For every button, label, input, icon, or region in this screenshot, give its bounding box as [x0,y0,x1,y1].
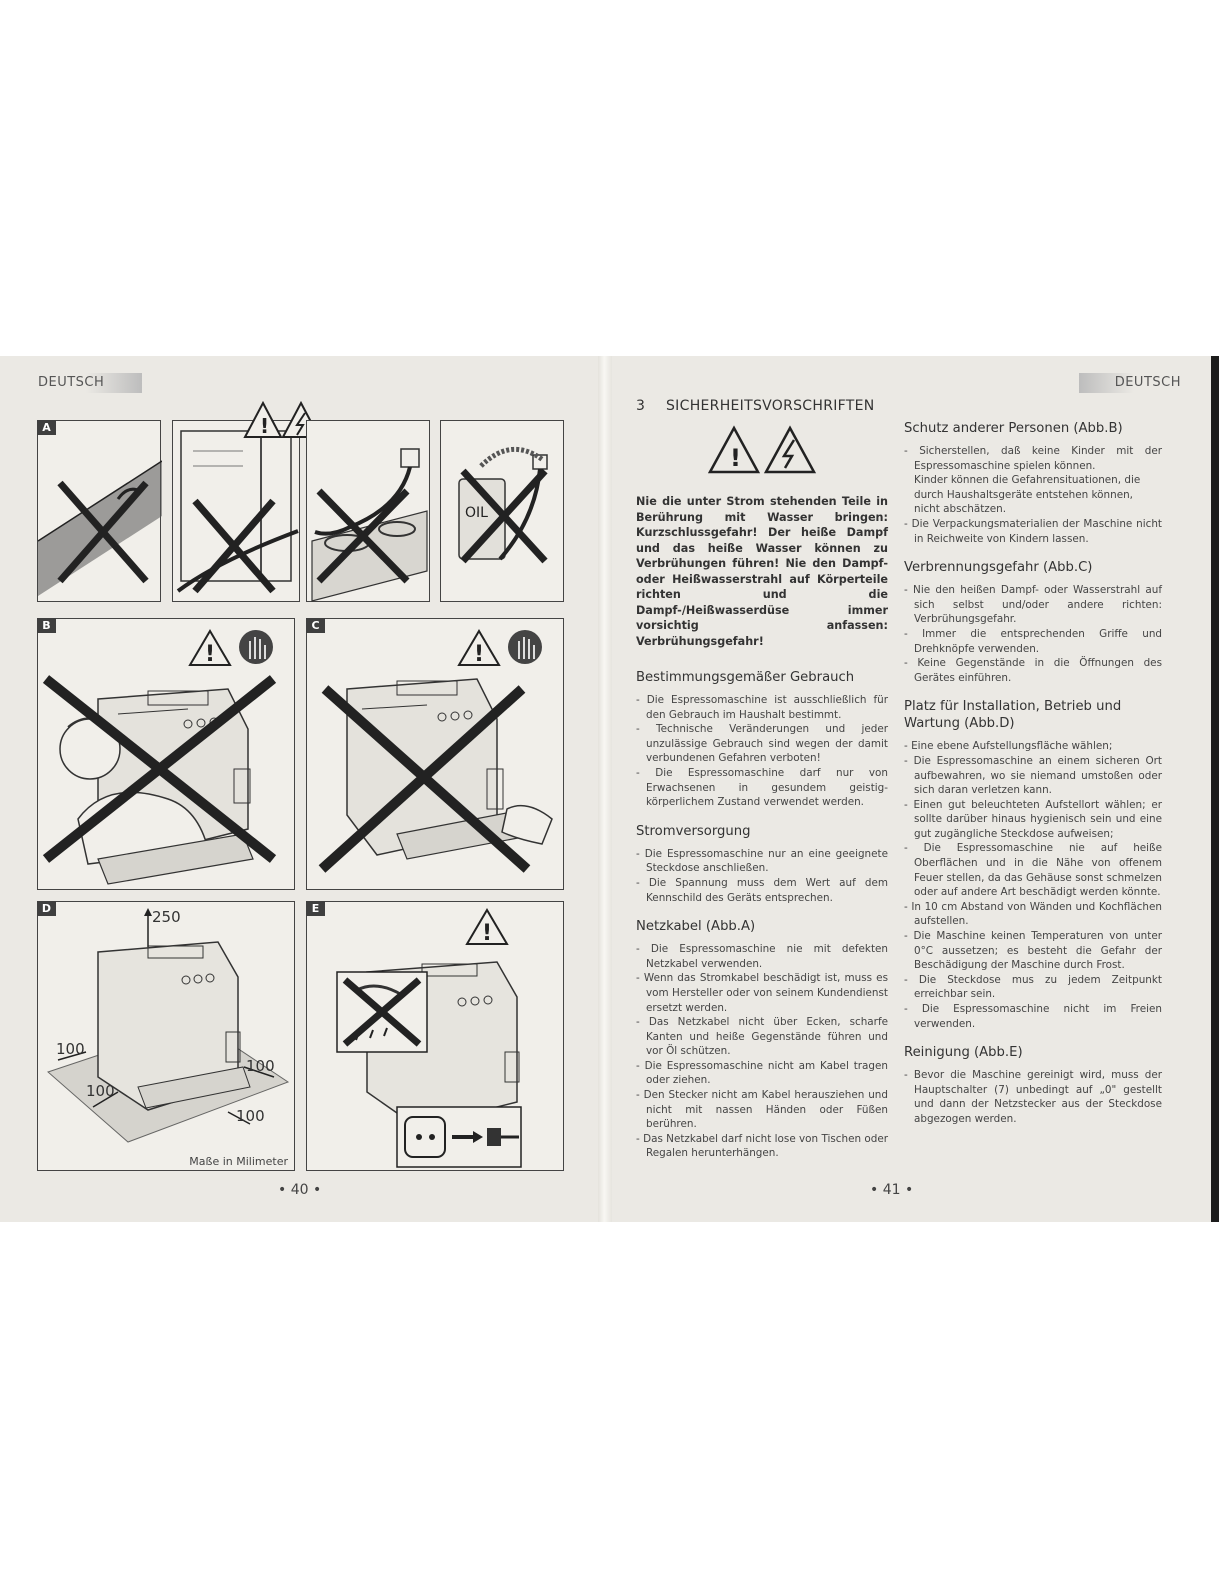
svg-text:!: ! [260,414,270,438]
section-title: SICHERHEITSVORSCHRIFTEN [666,398,875,414]
section-protect-others [904,420,1162,546]
figure-b-label: B [37,618,56,633]
dimension-left: 100 [56,1040,85,1058]
list-item: - Die Espressomaschine ist ausschließlich für den Gebrauch im Haushalt bestimmt. [636,693,888,722]
scan-edge [1211,356,1219,1222]
hand-under-steam-illustration [307,619,565,891]
list-item: - Die Espressomaschine nicht am Kabel tragen oder ziehen. [636,1059,888,1088]
dimension-top: 250 [152,908,181,926]
figure-a-label: A [37,420,56,435]
section-cleaning [904,1044,1162,1126]
oil-can-label: OIL [465,505,488,521]
list-item: - Einen gut beleuchteten Aufstellort wählen; er sollte darüber hinaus hygienisch sein und eine gut zugängliche Steckdose aufweisen; [904,798,1162,842]
svg-text:!: ! [482,921,493,946]
section-burn-hazard [904,559,1162,685]
book-gutter [598,356,612,1222]
svg-text:!: ! [205,642,216,667]
dimension-front-left: 100 [86,1082,115,1100]
section-power-cord [636,918,888,1161]
list-item: - Die Espressomaschine nie auf heiße Oberflächen und in die Nähe von offenem Feuer stellen, da das Gehäuse sonst schmelzen oder auf andere Art beschädigt werden könnte. [904,841,1162,899]
heading-burn-hazard: Verbrennungsgefahr (Abb.C) [904,560,1093,576]
section-number: 3 [636,398,646,414]
figure-b-panel [37,618,295,890]
list-item: - Keine Gegenstände in die Öffnungen des Gerätes einführen. [904,656,1162,685]
figure-d-caption: Maße in Milimeter [189,1155,288,1168]
section-heading [636,398,888,414]
heading-power-supply: Stromversorgung [636,823,751,839]
list-item: - Die Steckdose mus zu jedem Zeitpunkt erreichbar sein. [904,973,1162,1002]
list-item: - Die Verpackungsmaterialien der Maschine nicht in Reichweite von Kindern lassen. [904,517,1162,546]
figure-e-label: E [306,901,325,916]
note-children: Kinder können die Gefahrensituationen, die durch Haushaltsgeräte entstehen können, nicht abschätzen. [914,474,1141,516]
language-tab-right: DEUTSCH [1079,373,1189,393]
warning-icons [708,424,818,476]
figure-a-panel-1 [37,420,161,602]
section-power-supply [636,823,888,905]
list-item: - Immer die entsprechenden Griffe und Drehknöpfe verwenden. [904,627,1162,656]
heading-intended-use: Bestimmungsgemäßer Gebrauch [636,670,855,685]
right-page-right-column [904,420,1162,1140]
cable-over-edge-illustration [38,421,162,603]
list-item: - Die Espressomaschine nur an eine geeignete Steckdose anschließen. [636,847,888,876]
cable-near-oil-illustration [441,421,565,603]
list-item: - Den Stecker nicht am Kabel herausziehen und nicht mit nassen Händen oder Füßen berühren. [636,1088,888,1132]
heading-power-cord: Netzkabel (Abb.A) [636,919,756,935]
section-installation [904,698,1162,1031]
heading-cleaning: Reinigung (Abb.E) [904,1045,1023,1061]
svg-text:!: ! [474,642,485,667]
figure-e-panel [306,901,564,1171]
installation-clearance-illustration [38,902,296,1172]
cable-on-stove-illustration [307,421,431,603]
figure-d-panel [37,901,295,1171]
heading-installation: Platz für Installation, Betrieb und Wartung (Abb.D) [904,699,1122,732]
list-item: - Die Espressomaschine nicht im Freien verwenden. [904,1002,1162,1031]
figure-c-panel [306,618,564,890]
heading-protect-others: Schutz anderer Personen (Abb.B) [904,421,1123,436]
figure-c-label: C [306,618,325,633]
list-item: - Nie den heißen Dampf- oder Wasserstrahl auf sich selbst und/oder andere richten: Verbrühungsgefahr. [904,583,1162,627]
list-item: - Das Netzkabel darf nicht lose von Tischen oder Regalen herunterhängen. [636,1132,888,1161]
figure-a-panel-4 [440,420,564,602]
list-item: - Die Espressomaschine an einem sicheren Ort aufbewahren, wo sie niemand umstoßen oder sich daran verletzen kann. [904,754,1162,798]
child-near-machine-illustration [38,619,296,891]
figure-a-panel-3 [306,420,430,602]
section-intended-use [636,669,888,810]
left-page [0,356,598,1222]
right-page [612,356,1211,1222]
list-item: - Technische Veränderungen und jeder unzulässige Gebrauch sind wegen der damit verbundenen Gefahren verboten! [636,722,888,766]
svg-text:!: ! [730,444,741,472]
cleaning-unplug-illustration [307,902,565,1172]
figure-a-panel-2 [172,414,300,602]
dimension-right: 100 [246,1057,275,1075]
list-item: - Die Spannung muss dem Wert auf dem Kennschild des Geräts entsprechen. [636,876,888,905]
list-item: - Sicherstellen, daß keine Kinder mit der Espressomaschine spielen können. [904,444,1162,473]
page-number-right: • 41 • [870,1182,914,1198]
figure-d-label: D [37,901,56,916]
list-item: - Die Maschine keinen Temperaturen von unter 0°C aussetzen; es besteht die Gefahr der Beschädigung der Maschine durch Frost. [904,929,1162,973]
list-item: - Die Espressomaschine darf nur von Erwachsenen in gesundem geistig-körperlichem Zustand verwendet werden. [636,766,888,810]
list-item: - In 10 cm Abstand von Wänden und Kochflächen aufstellen. [904,900,1162,929]
list-item: - Bevor die Maschine gereinigt wird, muss der Hauptschalter (7) unbedingt auf „0" gestellt und dann der Netzstecker aus der Steckdose abgezogen werden. [904,1068,1162,1126]
main-warning-text: Nie die unter Strom stehenden Teile in Berührung mit Wasser bringen: Kurzschlussgefahr! Der heiße Dampf und das heiße Wasser können zu Verbrühungen führen! Nie den Dampf- oder Heißwasserstrahl auf Körperteile richten und die Dampf-/Heißwasserdüse immer vorsichtig anfassen: Verbrühungsgefahr! [636,495,888,648]
right-page-left-column [636,398,888,1174]
scanned-spread [0,356,1219,1222]
dimension-front-right: 100 [236,1107,265,1125]
list-item: - Die Espressomaschine nie mit defekten Netzkabel verwenden. [636,942,888,971]
page-number-left: • 40 • [278,1182,322,1198]
list-item: - Wenn das Stromkabel beschädigt ist, muss es vom Hersteller oder von seinem Kundendienst ersetzt werden. [636,971,888,1015]
list-item: - Eine ebene Aufstellungsfläche wählen; [904,739,1162,754]
list-item: - Das Netzkabel nicht über Ecken, scharfe Kanten und heiße Gegenstände führen und vor Öl schützen. [636,1015,888,1059]
cable-in-door-illustration [173,421,301,603]
language-tab-left: DEUTSCH [30,373,142,393]
